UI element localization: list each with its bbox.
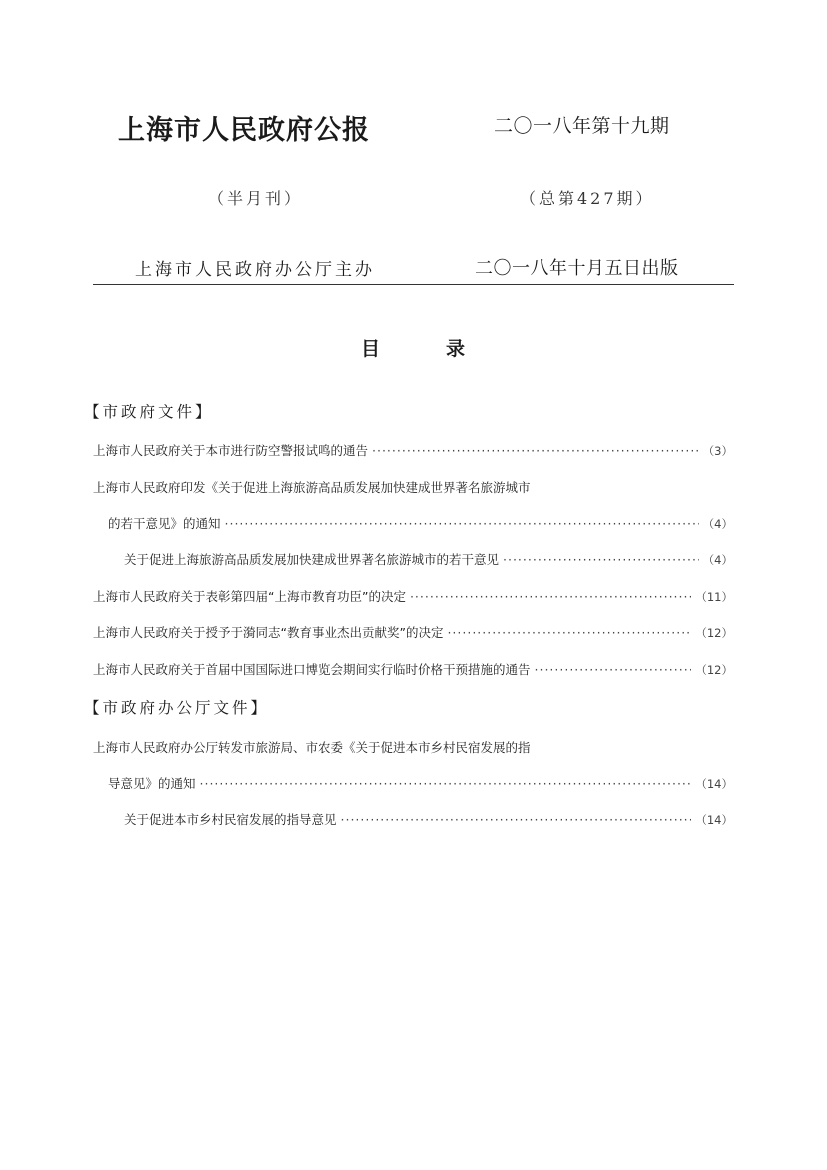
toc-entry-title: 导意见》的通知: [108, 776, 196, 791]
toc-entry-page: （12）: [695, 663, 733, 677]
toc-section-title: 【市政府办公厅文件】: [84, 699, 270, 717]
toc-entry[interactable]: [93, 660, 733, 678]
toc-entry-title: 关于促进上海旅游高品质发展加快建成世界著名旅游城市的若干意见: [124, 552, 500, 567]
dot-leader: [341, 812, 692, 827]
toc-heading: 目录: [361, 338, 532, 360]
toc-entry[interactable]: [108, 774, 733, 792]
dot-leader: [372, 443, 699, 458]
publication-frequency: （半月刊）: [208, 189, 304, 208]
total-issue-number: （总第427期）: [520, 189, 655, 208]
toc-section-title: 【市政府文件】: [84, 403, 214, 421]
dot-leader: [503, 552, 699, 567]
dot-leader: [447, 625, 691, 640]
toc-entry-title: 上海市人民政府关于首届中国国际进口博览会期间实行临时价格干预措施的通告: [93, 662, 531, 677]
toc-entry-title[interactable]: 上海市人民政府办公厅转发市旅游局、市农委《关于促进本市乡村民宿发展的指: [93, 740, 531, 755]
header-divider: [93, 284, 734, 285]
toc-entry[interactable]: [93, 623, 733, 641]
publish-date: 二〇一八年十月五日出版: [475, 258, 679, 279]
toc-entry[interactable]: [93, 587, 733, 605]
issue-number: 二〇一八年第十九期: [494, 115, 670, 137]
toc-entry-page: （3）: [702, 444, 733, 458]
toc-entry[interactable]: [93, 441, 733, 459]
dot-leader: [535, 662, 692, 677]
toc-entry-page: （14）: [695, 813, 733, 827]
toc-entry-page: （4）: [702, 517, 733, 531]
toc-entry-title: 上海市人民政府关于本市进行防空警报试鸣的通告: [93, 443, 369, 458]
dot-leader: [410, 589, 691, 604]
toc-entry-title: 的若干意见》的通知: [108, 516, 221, 531]
toc-entry-page: （11）: [695, 590, 733, 604]
toc-entry-page: （14）: [695, 777, 733, 791]
toc-entry[interactable]: [108, 514, 733, 532]
toc-entry-title[interactable]: 上海市人民政府印发《关于促进上海旅游高品质发展加快建成世界著名旅游城市: [93, 480, 531, 495]
dot-leader: [200, 776, 692, 791]
gazette-title: 上海市人民政府公报: [118, 115, 370, 146]
toc-entry-page: （4）: [702, 553, 733, 567]
dot-leader: [225, 516, 699, 531]
toc-entry-page: （12）: [695, 626, 733, 640]
toc-entry-title: 上海市人民政府关于授予于漪同志“教育事业杰出贡献奖”的决定: [93, 625, 444, 640]
toc-entry-title: 上海市人民政府关于表彰第四届“上海市教育功臣”的决定: [93, 589, 406, 604]
publisher: 上海市人民政府办公厅主办: [135, 260, 375, 280]
toc-entry[interactable]: [124, 810, 733, 828]
toc-entry-title: 关于促进本市乡村民宿发展的指导意见: [124, 812, 337, 827]
toc-entry[interactable]: [124, 550, 733, 568]
